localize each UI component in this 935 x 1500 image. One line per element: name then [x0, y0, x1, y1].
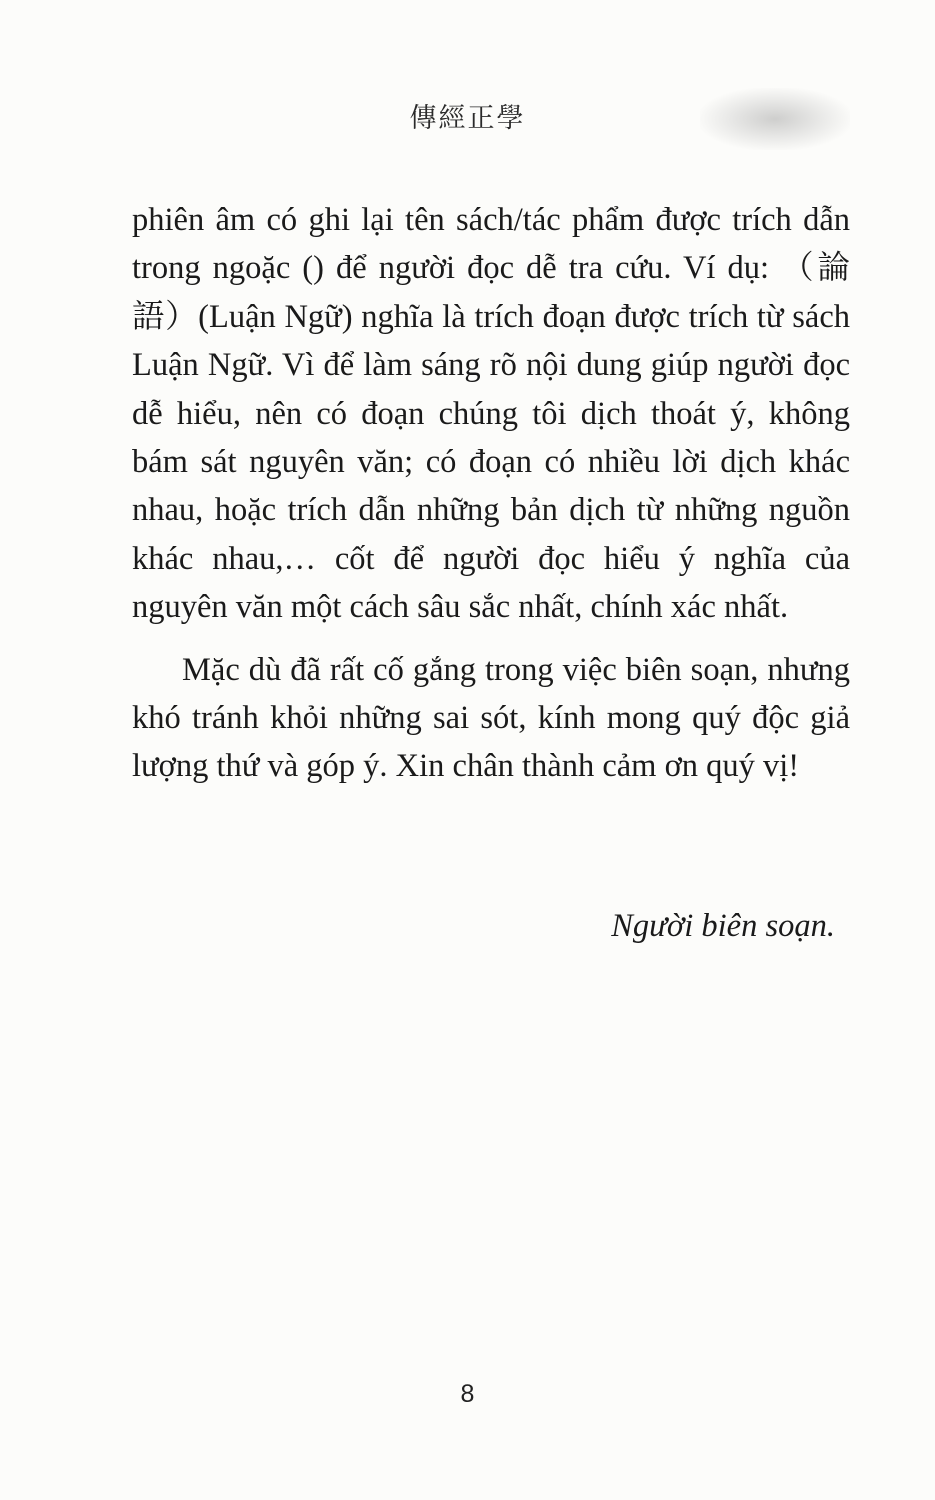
body-text — [132, 196, 850, 791]
paragraph-1: phiên âm có ghi lại tên sách/tác phẩm được trích dẫn trong ngoặc () để người đọc dễ tra cứu. Ví dụ: （論語）(Luận Ngữ) nghĩa là trích đoạn được trích từ sách Luận Ngữ. Vì để làm sáng rõ nội dung giúp người đọc dễ hiểu, nên có đoạn chúng tôi dịch thoát ý, không bám sát nguyên văn; có đoạn có nhiều lời dịch khác nhau, hoặc trích dẫn những bản dịch từ những nguồn khác nhau,… cốt để người đọc hiểu ý nghĩa của nguyên văn một cách sâu sắc nhất, chính xác nhất. — [132, 202, 850, 626]
paragraph-2: Mặc dù đã rất cố gắng trong việc biên soạn, nhưng khó tránh khỏi những sai sót, kính mong quý độc giả lượng thứ và góp ý. Xin chân thành cảm ơn quý vị! — [132, 651, 850, 785]
running-head: 傳經正學 — [409, 103, 526, 134]
signature: Người biên soạn. — [611, 908, 835, 944]
page-number: 8 — [460, 1380, 475, 1408]
